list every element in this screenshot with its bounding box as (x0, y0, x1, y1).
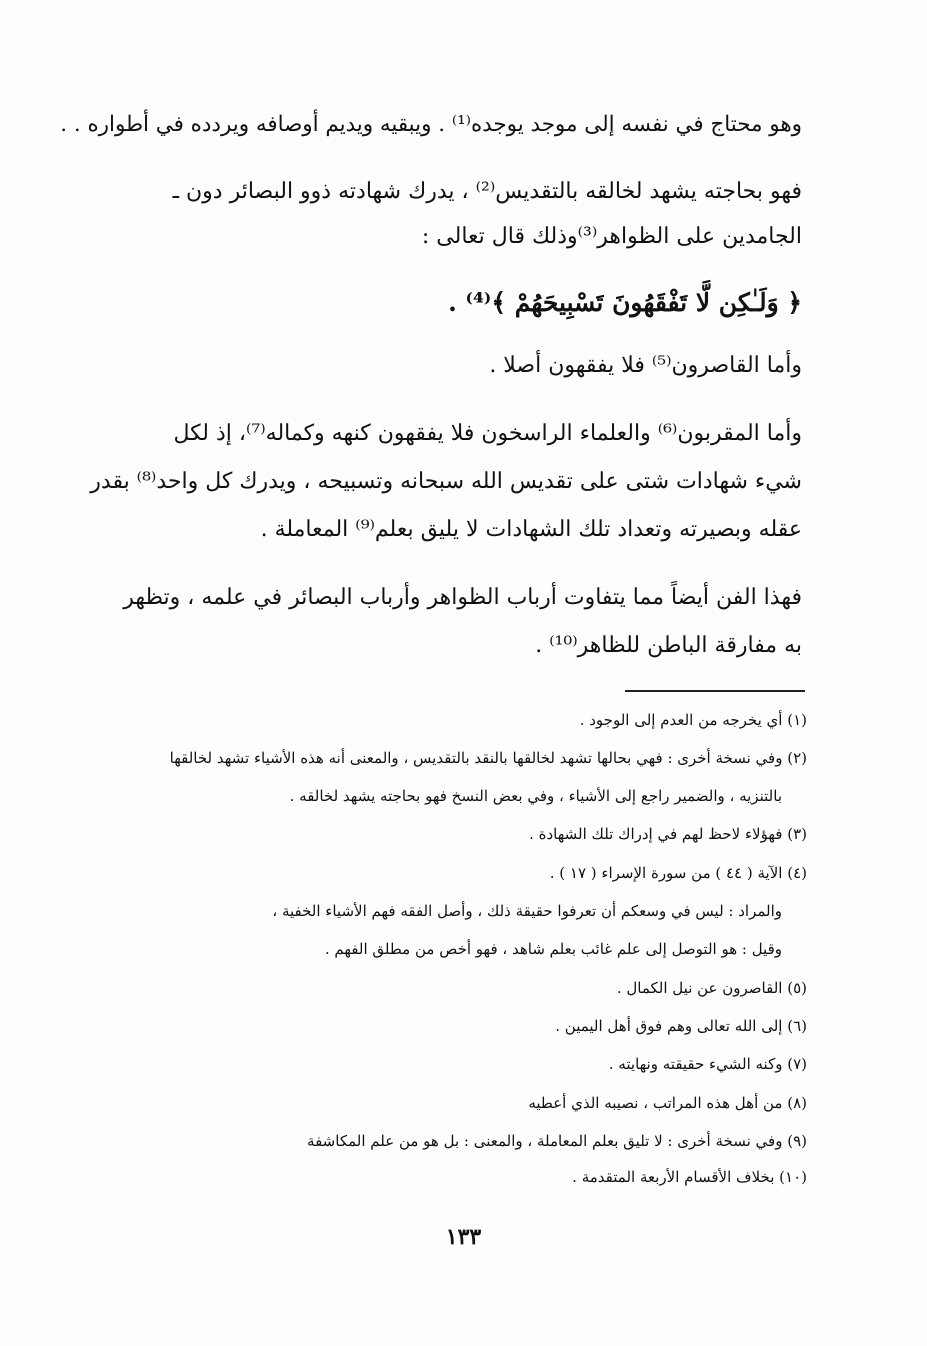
footnote-10: (١٠) بخلاف الأقسام الأربعة المتقدمة . (572, 1168, 807, 1186)
body-line-10: به مفارقة الباطن للظاهر⁽¹⁰⁾ . (535, 633, 802, 658)
footnote-7: (٧) وكنه الشيء حقيقته ونهايته . (608, 1055, 807, 1073)
footnote-5: (٥) القاصرون عن نيل الكمال . (616, 979, 807, 997)
footnote-divider (625, 690, 805, 692)
footnote-3: (٣) فهؤلاء لاحظ لهم في إدراك تلك الشهادة . (529, 825, 807, 843)
page-number: ١٣٣ (445, 1224, 482, 1250)
body-line-7: شيء شهادات شتى على تقديس الله سبحانه وتسبيحه ، ويدرك كل واحد⁽⁸⁾ بقدر (90, 469, 802, 494)
footnote-2-cont: بالتنزيه ، والضمير راجع إلى الأشياء ، وفي بعض النسخ فهو بحاجته يشهد لخالقه . (289, 787, 782, 805)
body-line-6: وأما المقربون⁽⁶⁾ والعلماء الراسخون فلا يفقهون كنهه وكماله⁽⁷⁾، إذ لكل (173, 421, 802, 446)
footnote-1: (١) أي يخرجه من العدم إلى الوجود . (579, 711, 807, 729)
footnote-4: (٤) الآية ( ٤٤ ) من سورة الإسراء ( ١٧ ) . (549, 864, 807, 882)
quran-verse: ﴿ وَلَـٰكِن لَّا تَفْقَهُونَ تَسْبِيحَهُمْ ﴾⁽⁴⁾ . (448, 288, 802, 317)
body-line-1: وهو محتاج في نفسه إلى موجد يوجده⁽¹⁾ . ويبقيه ويديم أوصافه ويردده في أطواره . . (60, 112, 802, 137)
body-line-9: فهذا الفن أيضاً مما يتفاوت أرباب الظواهر وأرباب البصائر في علمه ، وتظهر (123, 585, 802, 610)
footnote-2: (٢) وفي نسخة أخرى : فهي بحالها تشهد لخالقها بالنقد بالتقديس ، والمعنى أنه هذه الأشياء تشهد لخالقها (169, 749, 807, 767)
body-line-3: الجامدين على الظواهر⁽³⁾وذلك قال تعالى : (421, 224, 802, 249)
footnote-4-cont-1: والمراد : ليس في وسعكم أن تعرفوا حقيقة ذلك ، وأصل الفقه فهم الأشياء الخفية ، (272, 902, 782, 920)
footnote-8: (٨) من أهل هذه المراتب ، نصيبه الذي أعطيه (528, 1094, 807, 1112)
footnote-9: (٩) وفي نسخة أخرى : لا تليق بعلم المعاملة ، والمعنى : بل هو من علم المكاشفة (307, 1132, 807, 1150)
body-line-2: فهو بحاجته يشهد لخالقه بالتقديس⁽²⁾ ، يدرك شهادته ذوو البصائر دون ـ (172, 179, 802, 204)
body-line-8: عقله وبصيرته وتعداد تلك الشهادات لا يليق بعلم⁽⁹⁾ المعاملة . (260, 517, 802, 542)
footnote-6: (٦) إلى الله تعالى وهم فوق أهل اليمين . (555, 1017, 807, 1035)
body-line-5: وأما القاصرون⁽⁵⁾ فلا يفقهون أصلا . (489, 353, 802, 378)
footnote-4-cont-2: وقيل : هو التوصل إلى علم غائب بعلم شاهد ، فهو أخص من مطلق الفهم . (324, 940, 782, 958)
